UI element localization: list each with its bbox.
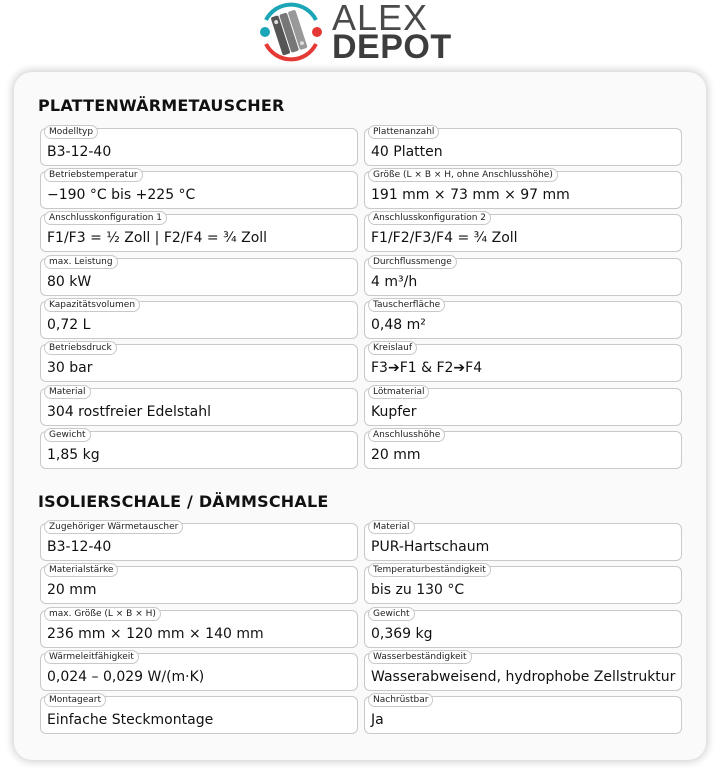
spec-value: 80 kW [47,274,92,290]
spec-field [40,653,358,691]
brand-name-line1: ALEX [332,0,429,38]
spec-field [364,610,682,648]
spec-label: Wasserbeständigkeit [368,650,472,664]
spec-field [364,696,682,734]
spec-field [364,653,682,691]
spec-label: Betriebstemperatur [44,168,143,182]
spec-label: Lötmaterial [368,385,429,399]
spec-value: F3➔F1 & F2➔F4 [371,360,483,376]
spec-field [40,171,358,209]
spec-field [364,566,682,604]
spec-field [364,388,682,426]
spec-field [364,171,682,209]
spec-label: Betriebsdruck [44,341,117,355]
spec-label: Anschlusshöhe [368,428,445,442]
spec-label: Anschlusskonfiguration 1 [44,211,167,225]
section-title-insulation-shell: ISOLIERSCHALE / DÄMMSCHALE [38,492,329,511]
spec-value: 40 Platten [371,144,443,160]
spec-value: −190 °C bis +225 °C [47,187,196,203]
spec-value: 4 m³/h [371,274,418,290]
spec-field [40,258,358,296]
spec-label: max. Größe (L × B × H) [44,607,161,621]
spec-value: 20 mm [371,447,421,463]
spec-value: 191 mm × 73 mm × 97 mm [371,187,570,203]
spec-value: B3-12-40 [47,539,112,555]
spec-label: Anschlusskonfiguration 2 [368,211,491,225]
spec-label: max. Leistung [44,255,118,269]
spec-field [40,388,358,426]
spec-label: Material [368,520,415,534]
brand-logo [256,0,476,66]
spec-label: Gewicht [44,428,91,442]
spec-field [364,128,682,166]
spec-field [40,431,358,469]
spec-value: 20 mm [47,582,97,598]
spec-value: 236 mm × 120 mm × 140 mm [47,626,264,642]
spec-value: 1,85 kg [47,447,100,463]
spec-label: Durchflussmenge [368,255,457,269]
spec-label: Temperaturbeständigkeit [368,563,491,577]
spec-card [14,72,706,760]
spec-label: Wärmeleitfähigkeit [44,650,139,664]
spec-field [40,214,358,252]
brand-name-line2: DEPOT [332,28,452,66]
spec-value: 0,369 kg [371,626,433,642]
spec-field [40,523,358,561]
spec-value: 0,72 L [47,317,91,333]
spec-field [40,128,358,166]
spec-value: bis zu 130 °C [371,582,465,598]
spec-field [40,566,358,604]
spec-field [364,258,682,296]
spec-value: 0,48 m² [371,317,426,333]
spec-field [40,610,358,648]
spec-field [364,431,682,469]
spec-value: F1/F3 = ½ Zoll | F2/F4 = ¾ Zoll [47,230,268,246]
spec-label: Gewicht [368,607,415,621]
spec-label: Tauscherfläche [368,298,445,312]
section-title-heat-exchanger: PLATTENWÄRMETAUSCHER [38,96,285,115]
spec-value: 30 bar [47,360,93,376]
spec-value: 304 rostfreier Edelstahl [47,404,212,420]
spec-field [364,301,682,339]
spec-value: 0,024 – 0,029 W/(m·K) [47,669,205,685]
spec-label: Modelltyp [44,125,98,139]
heat-exchanger-logo-icon [256,0,326,66]
spec-label: Plattenanzahl [368,125,439,139]
spec-label: Kreislauf [368,341,417,355]
spec-field [40,344,358,382]
spec-value: B3-12-40 [47,144,112,160]
spec-field [40,696,358,734]
spec-value: PUR-Hartschaum [371,539,490,555]
spec-value: Wasserabweisend, hydrophobe Zellstruktur [371,669,676,685]
spec-label: Nachrüstbar [368,693,433,707]
spec-field [40,301,358,339]
spec-field [364,523,682,561]
spec-label: Materialstärke [44,563,118,577]
spec-label: Material [44,385,91,399]
spec-value: F1/F2/F3/F4 = ¾ Zoll [371,230,518,246]
spec-value: Ja [371,712,384,728]
spec-field [364,214,682,252]
spec-value: Einfache Steckmontage [47,712,214,728]
spec-label: Zugehöriger Wärmetauscher [44,520,183,534]
spec-label: Montageart [44,693,106,707]
spec-field [364,344,682,382]
spec-value: Kupfer [371,404,417,420]
spec-label: Größe (L × B × H, ohne Anschlusshöhe) [368,168,558,182]
spec-label: Kapazitätsvolumen [44,298,140,312]
